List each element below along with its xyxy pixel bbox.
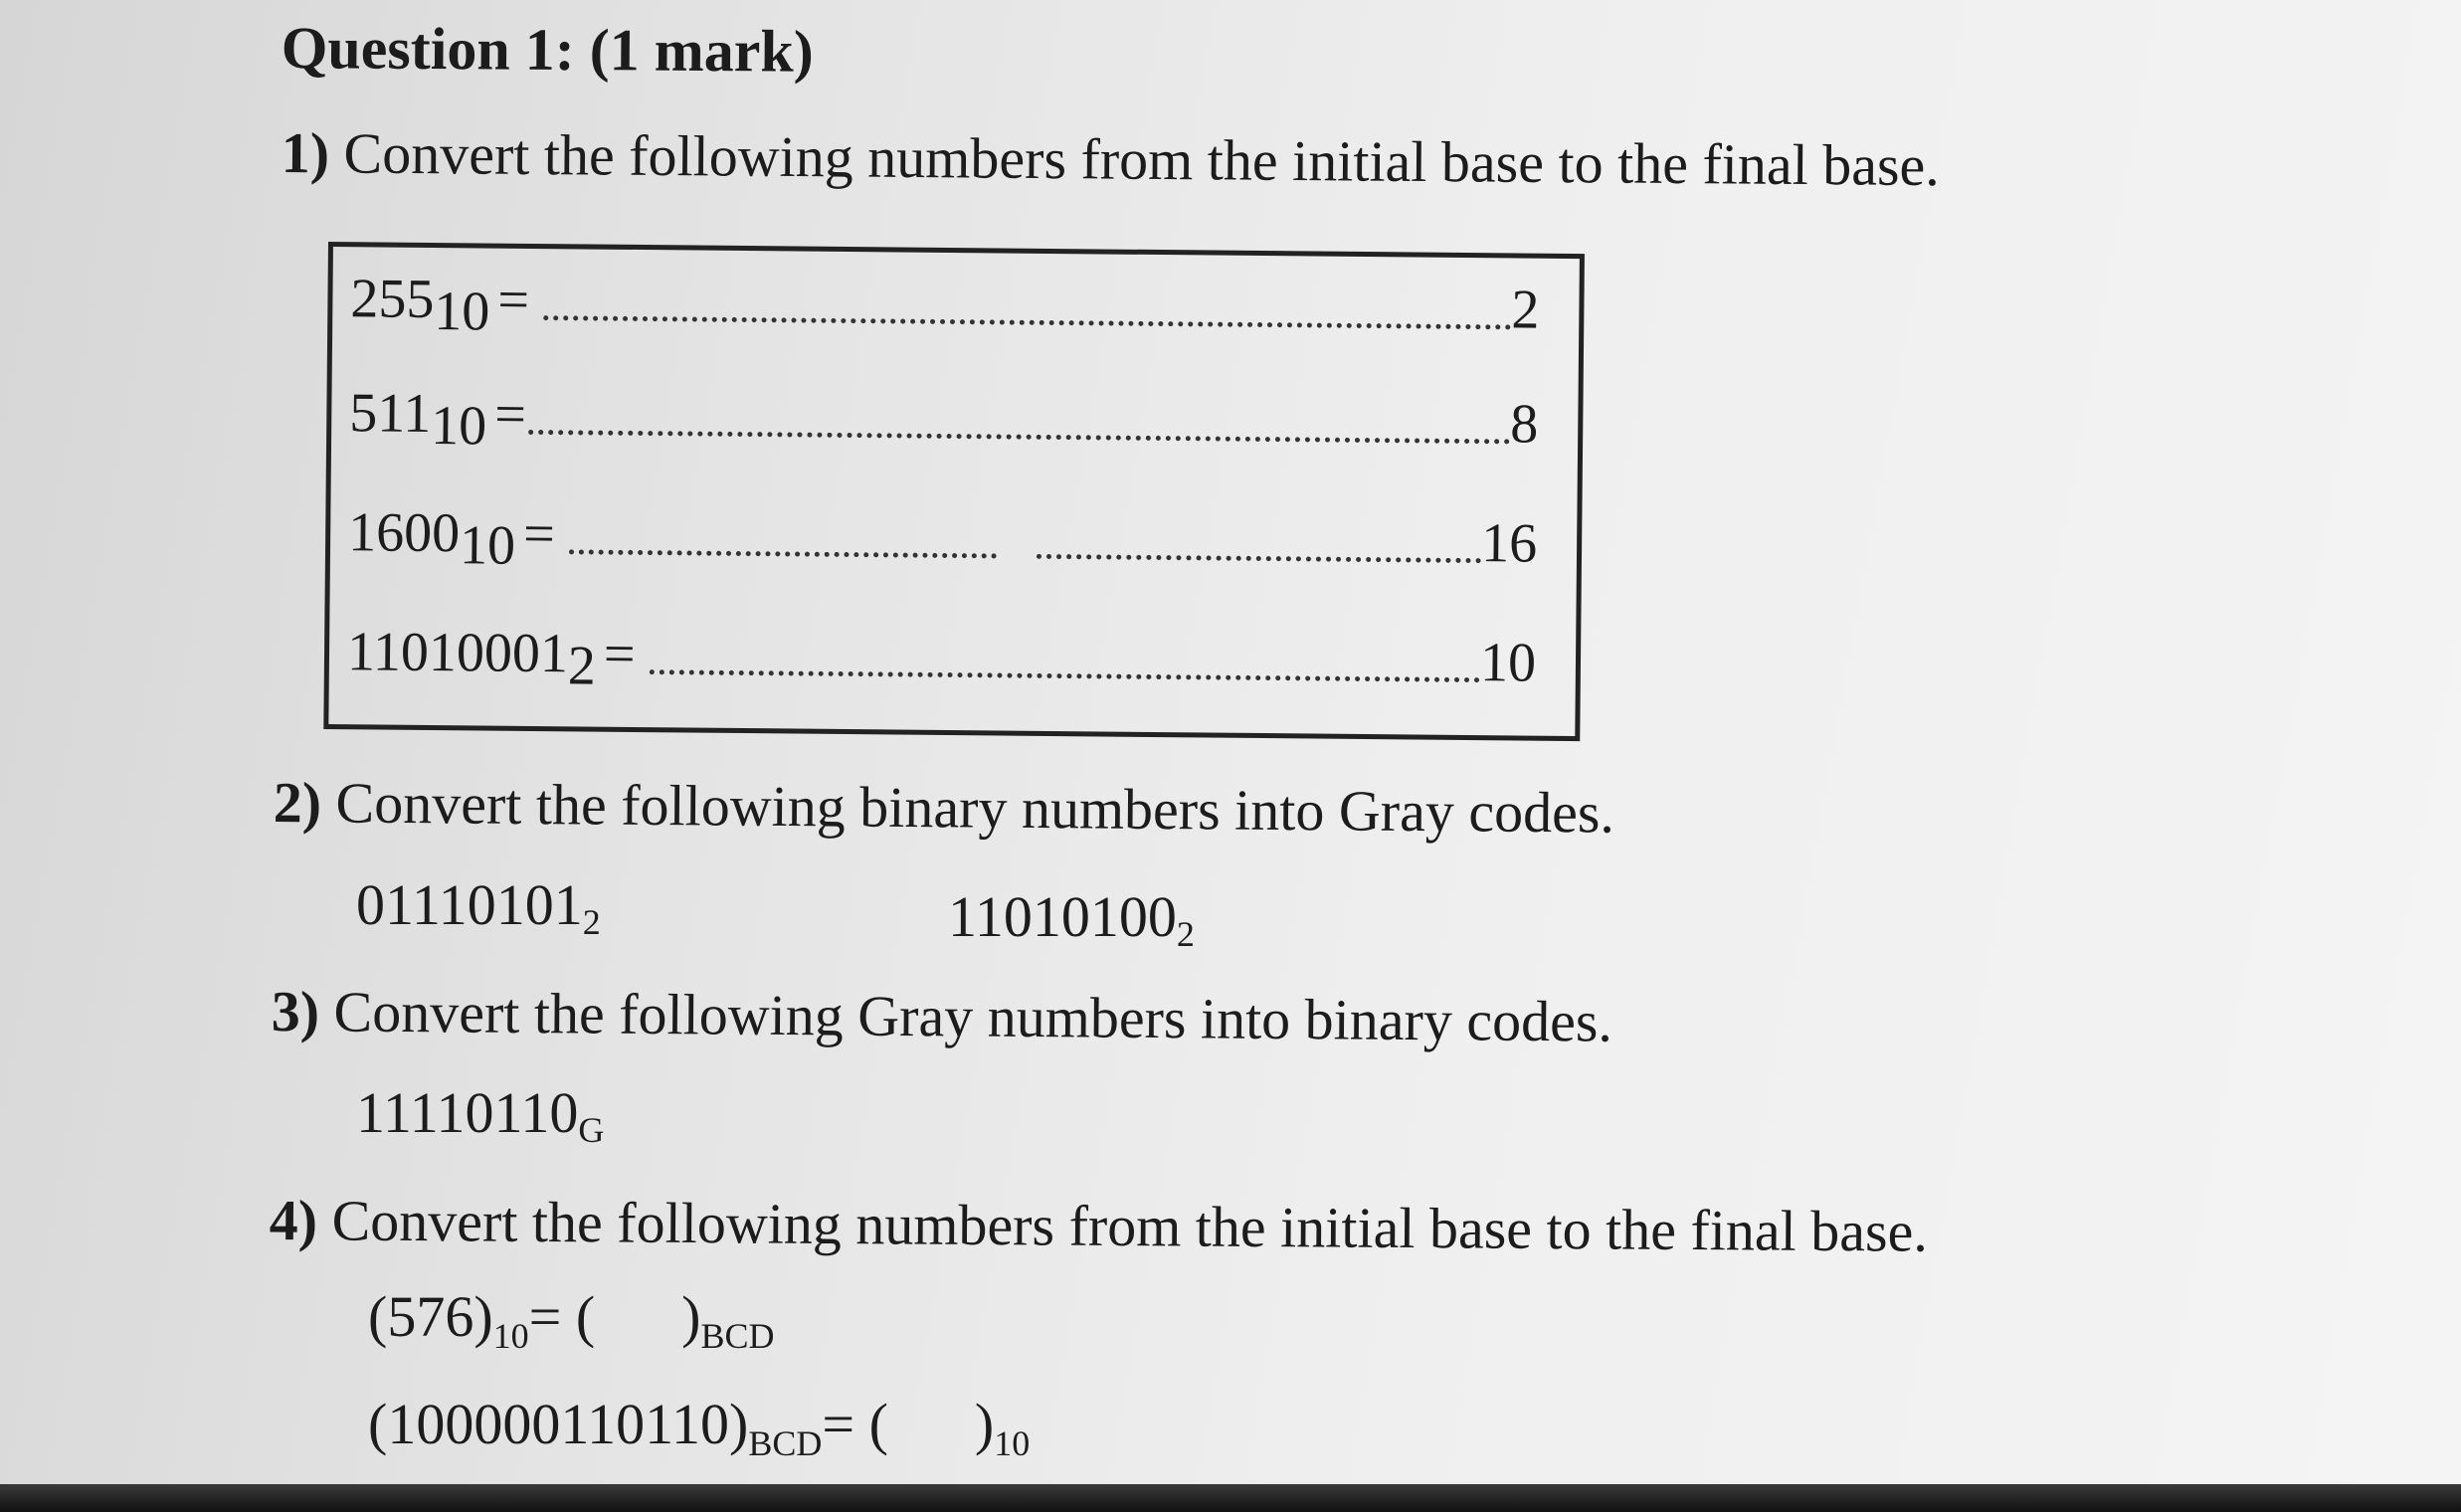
question-title: Question 1: (1 mark) bbox=[281, 14, 814, 85]
conversion-row bbox=[347, 620, 1537, 700]
question-2-prompt bbox=[273, 769, 1614, 847]
question-1-prompt bbox=[281, 119, 1940, 199]
target-base: 10 bbox=[1479, 632, 1537, 694]
question-4-number: 4) bbox=[269, 1188, 318, 1253]
question-3-text: Convert the following Gray numbers into binary codes. bbox=[333, 979, 1613, 1054]
row-value: $255_{10}$ bbox=[350, 268, 490, 343]
answer-blank[interactable] bbox=[569, 549, 997, 558]
equals-sign: = bbox=[603, 623, 636, 685]
conversion-row bbox=[348, 500, 1538, 581]
row-value: $1600_{10}$ bbox=[347, 501, 516, 577]
row-value: $11010001_2$ bbox=[346, 621, 597, 697]
question-4-prompt bbox=[270, 1187, 1929, 1265]
question-3-prompt bbox=[271, 978, 1612, 1055]
answer-blank[interactable] bbox=[649, 669, 1479, 682]
answer-blank[interactable] bbox=[1037, 554, 1481, 563]
binary-value: $11010100_2$ bbox=[948, 884, 1195, 954]
conversion-table bbox=[323, 242, 1585, 741]
question-2-number: 2) bbox=[273, 769, 322, 836]
target-base: 16 bbox=[1480, 512, 1538, 575]
equals-sign: = bbox=[493, 383, 527, 446]
question-4-text: Convert the following numbers from the initial base to the final base. bbox=[331, 1188, 1929, 1264]
question-1-text: Convert the following numbers from the initial base to the final base. bbox=[343, 120, 1941, 199]
monitor-bezel bbox=[0, 1484, 2461, 1512]
decimal-equation: $(100000110110)_{BCD}=$ ( )$_{10}$ bbox=[368, 1392, 1031, 1463]
conversion-row bbox=[350, 267, 1540, 347]
equals-sign: = bbox=[522, 502, 556, 566]
row-value: $511_{10}$ bbox=[349, 382, 487, 458]
answer-blank[interactable] bbox=[528, 430, 1510, 444]
equals-sign: = bbox=[497, 269, 530, 331]
answer-blank[interactable] bbox=[543, 315, 1511, 329]
question-3-number: 3) bbox=[271, 978, 320, 1044]
conversion-row bbox=[349, 381, 1539, 462]
gray-value: $11110110_G$ bbox=[356, 1080, 605, 1150]
binary-value: $01110101_2$ bbox=[356, 872, 601, 942]
target-base: 2 bbox=[1511, 279, 1540, 341]
bcd-equation: $(576)_{10}=$ ( )$_{BCD}$ bbox=[368, 1284, 775, 1356]
question-2-text: Convert the following binary numbers into Gray codes. bbox=[335, 770, 1615, 846]
question-1-number: 1) bbox=[281, 119, 330, 186]
target-base: 8 bbox=[1509, 393, 1539, 456]
